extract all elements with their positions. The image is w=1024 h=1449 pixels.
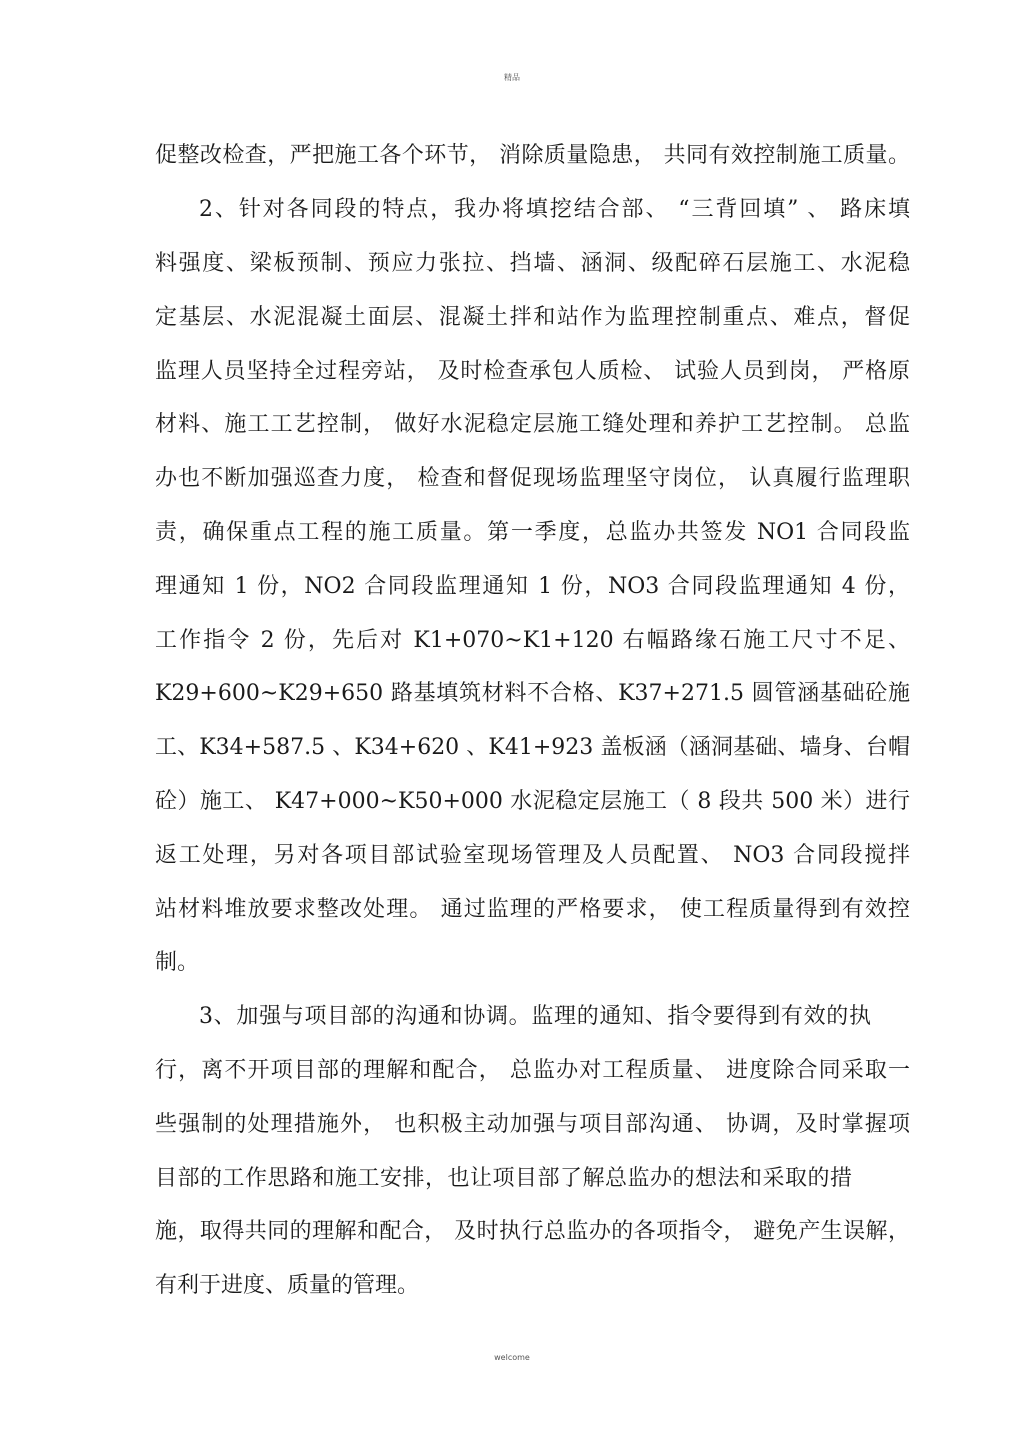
text-line: 责，确保重点工程的施工质量。第一季度，总监办共签发 NO1 合同段监 (155, 520, 910, 545)
text-line: 定基层、水泥混凝土面层、混凝土拌和站作为监理控制重点、难点，督促 (155, 305, 910, 330)
text-line: 砼）施工、 K47+000~K50+000 水泥稳定层施工（ 8 段共 500 米）进行 (155, 789, 910, 814)
text-line: 有利于进度、质量的管理。 (155, 1273, 420, 1298)
text-line: 目部的工作思路和施工安排，也让项目部了解总监办的想法和采取的措 (155, 1166, 852, 1191)
text-line: 些强制的处理措施外， 也积极主动加强与项目部沟通、 协调，及时掌握项 (155, 1112, 910, 1137)
page-header: 精品 (504, 73, 520, 82)
text-line: K29+600~K29+650 路基填筑材料不合格、K37+271.5 圆管涵基础砼施 (155, 681, 910, 706)
text-line: 施，取得共同的理解和配合， 及时执行总监办的各项指令， 避免产生误解， (155, 1219, 910, 1244)
text-line: 料强度、梁板预制、预应力张拉、挡墙、涵洞、级配碎石层施工、水泥稳 (155, 251, 910, 276)
text-line: 工作指令 2 份，先后对 K1+070~K1+120 右幅路缘石施工尺寸不足、 (155, 628, 910, 653)
page-footer: welcome (494, 1353, 530, 1362)
text-line: 工、K34+587.5 、K34+620 、K41+923 盖板涵（涵洞基础、墙身、台帽 (155, 735, 910, 760)
text-line: 站材料堆放要求整改处理。 通过监理的严格要求， 使工程质量得到有效控 (155, 897, 910, 922)
text-line: 制。 (155, 950, 200, 975)
text-line: 监理人员坚持全过程旁站， 及时检查承包人质检、 试验人员到岗， 严格原 (155, 359, 910, 384)
text-line: 2、针对各同段的特点，我办将填挖结合部、 “三背回填” 、 路床填 (199, 197, 910, 222)
text-line: 行，离不开项目部的理解和配合， 总监办对工程质量、 进度除合同采取一 (155, 1058, 910, 1083)
text-line: 办也不断加强巡查力度， 检查和督促现场监理坚守岗位， 认真履行监理职 (155, 466, 910, 491)
text-line: 3、加强与项目部的沟通和协调。监理的通知、指令要得到有效的执 (199, 1004, 871, 1029)
text-line: 材料、施工工艺控制， 做好水泥稳定层施工缝处理和养护工艺控制。 总监 (155, 412, 910, 437)
text-line: 返工处理，另对各项目部试验室现场管理及人员配置、 NO3 合同段搅拌 (155, 843, 910, 868)
text-line: 促整改检查，严把施工各个环节， 消除质量隐患， 共同有效控制施工质量。 (155, 143, 910, 168)
text-line: 理通知 1 份，NO2 合同段监理通知 1 份，NO3 合同段监理通知 4 份， (155, 574, 910, 599)
